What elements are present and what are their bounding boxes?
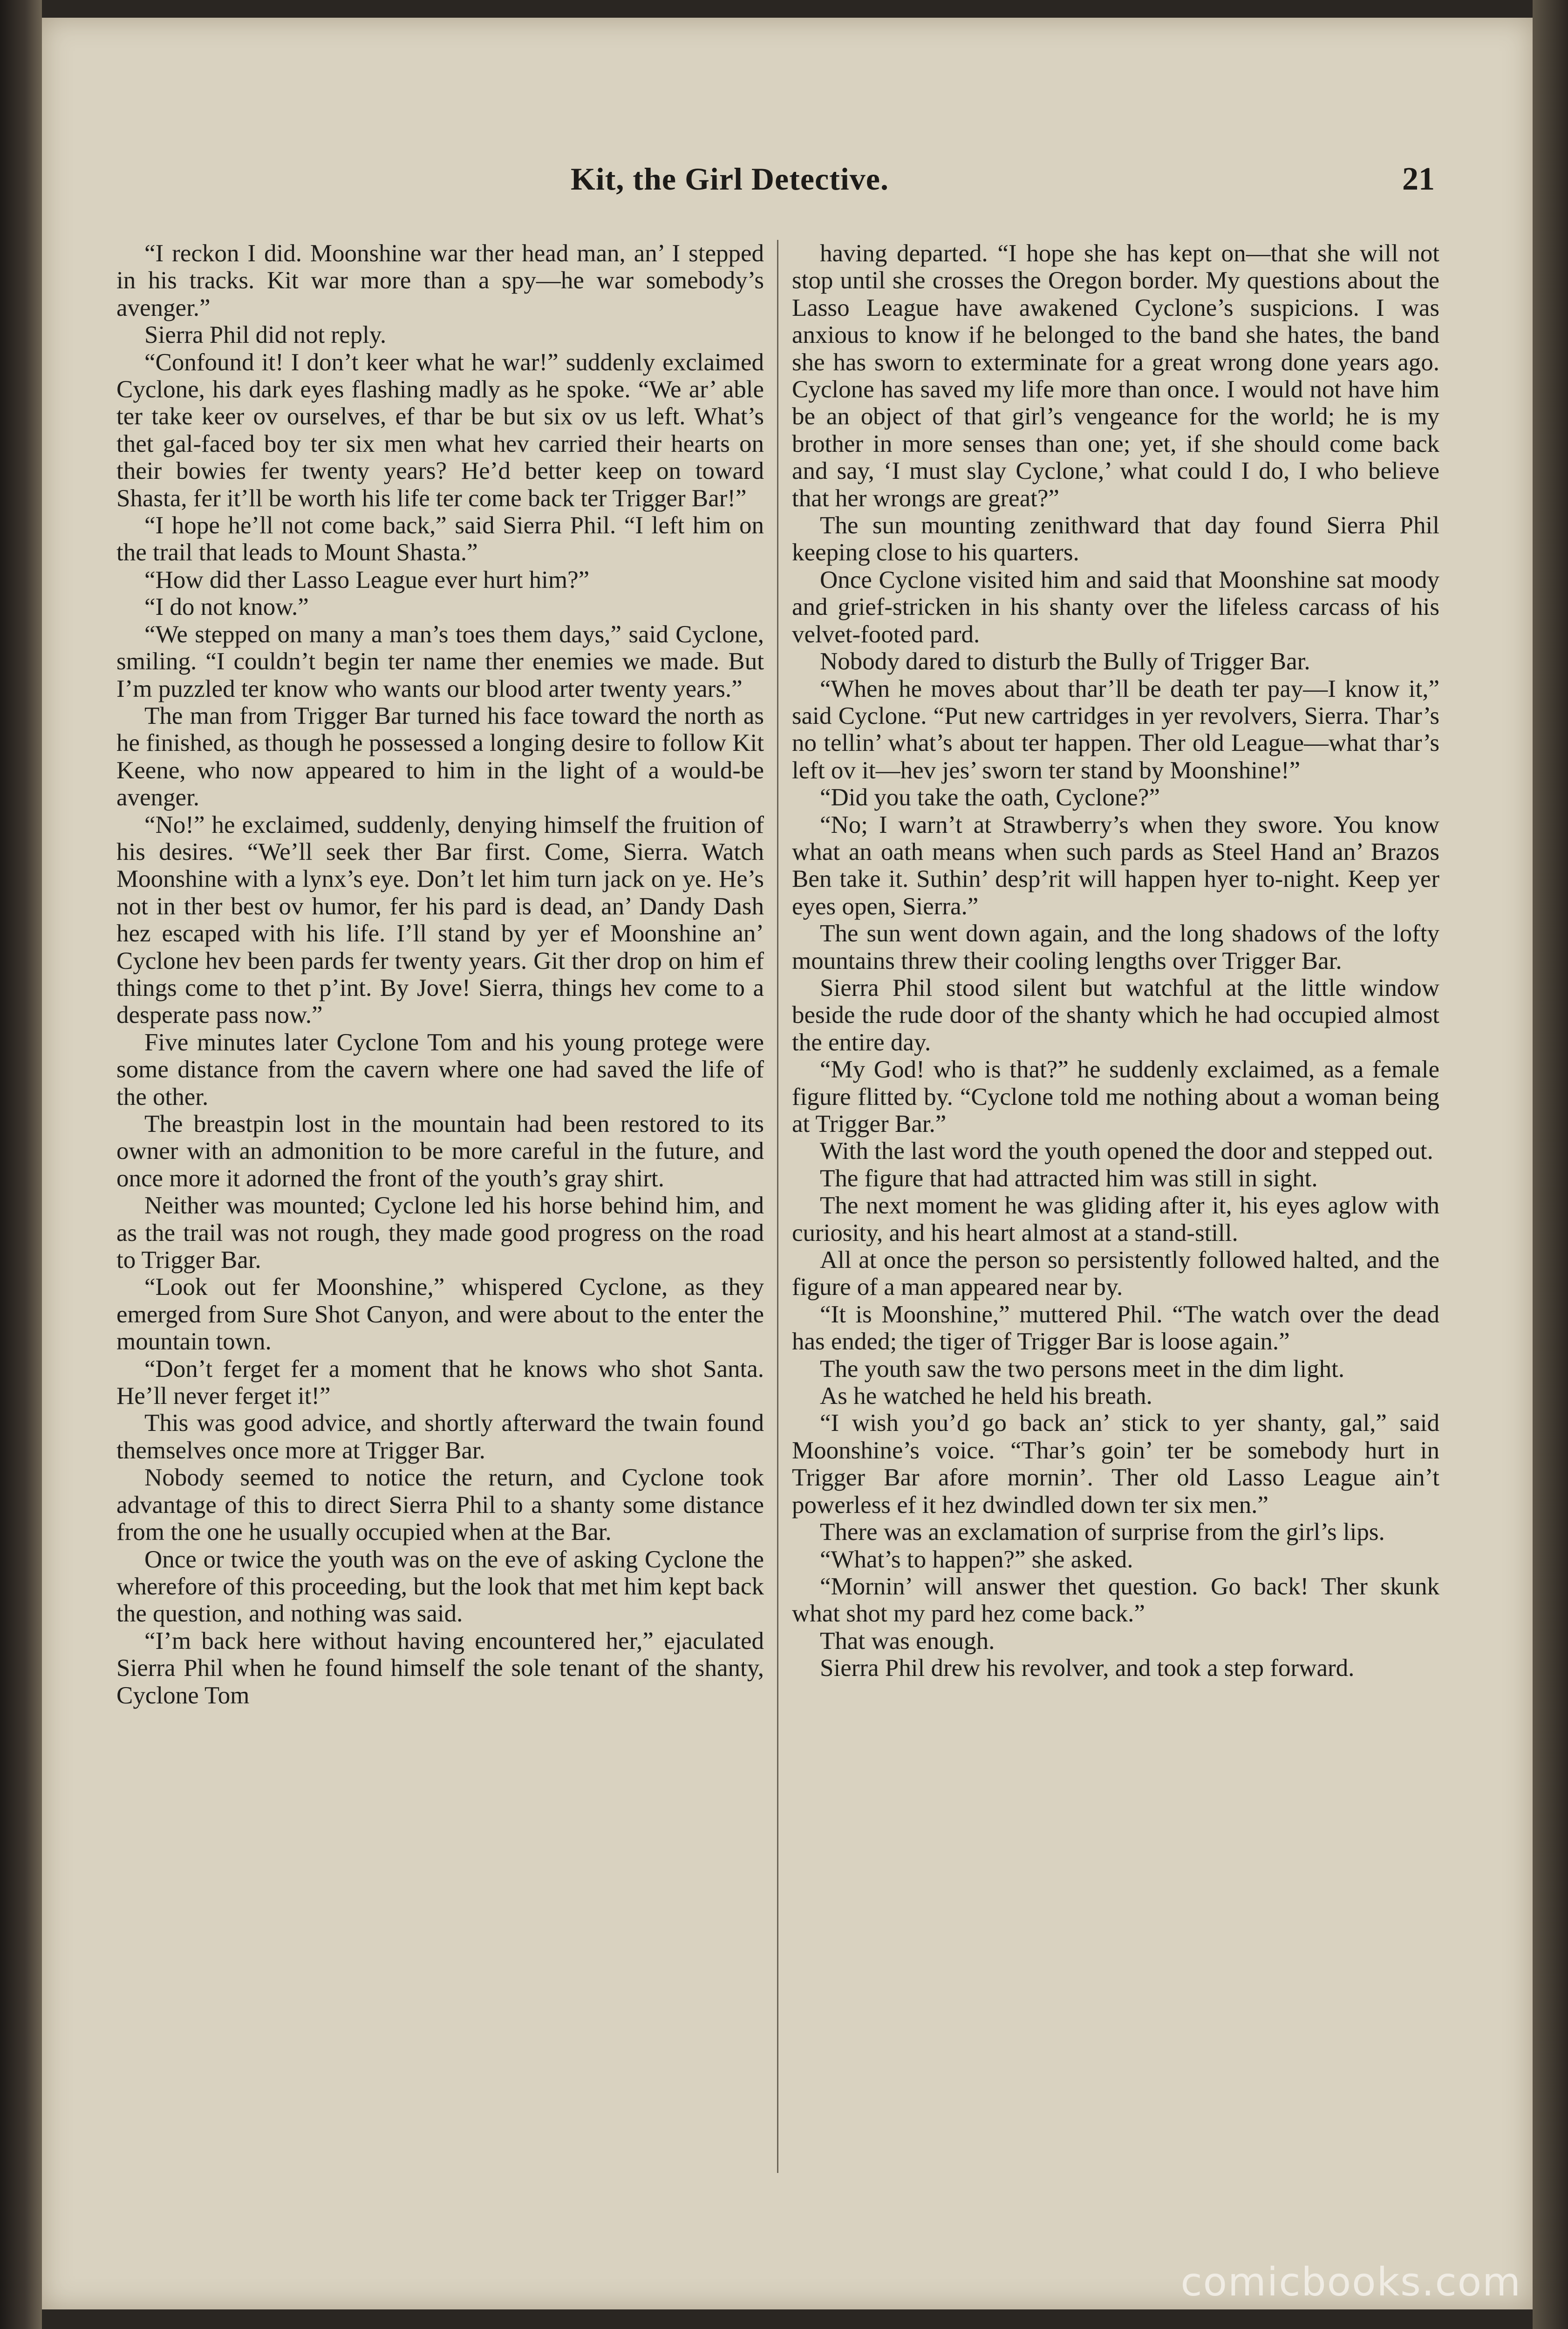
running-header — [116, 161, 1435, 207]
paragraph: As he watched he held his breath. — [820, 1382, 1152, 1410]
paragraph: Nobody dared to disturb the Bully of Trigger Bar. — [820, 648, 1310, 675]
paragraph: The man from Trigger Bar turned his face toward the north as he finished, as though he possessed a longing desire to follow Kit Keene, who now appeared to him in the light of a would-be avenger. — [116, 702, 764, 811]
paragraph: Nobody seemed to notice the return, and Cyclone took advantage of this to direct Sierra Phil to a shanty some distance from the one he usually occupied when at the Bar. — [116, 1464, 764, 1546]
paragraph: The breastpin lost in the mountain had been restored to its owner with an admonition to be more careful in the future, and once more it adorned the front of the youth’s gray shirt. — [116, 1110, 764, 1192]
paragraph: Sierra Phil did not reply. — [144, 321, 387, 349]
paragraph: “When he moves about thar’ll be death ter pay—I know it,” said Cyclone. “Put new cartridges in yer revolvers, Sierra. Thar’s no tellin’ what’s about ter happen. Ther old League—what thar’s left ov it—hev jes’ sworn ter stand by Moonshine!” — [792, 675, 1439, 784]
watermark: comicbooks.com — [1180, 2259, 1521, 2305]
paragraph: “How did ther Lasso League ever hurt him?” — [144, 566, 590, 593]
paragraph: “Confound it! I don’t keer what he war!” suddenly exclaimed Cyclone, his dark eyes flashing madly as he spoke. “We ar’ able ter take keer ov ourselves, ef thar be but six ov us left. What’s thet gal-faced boy ter six men what hev carried their hearts on their bowies fer twenty years? He’d better keep on toward Shasta, fer it’ll be worth his life ter come back ter Trigger Bar!” — [116, 348, 764, 512]
paragraph: There was an exclamation of surprise from the girl’s lips. — [820, 1519, 1385, 1546]
paragraph: The sun went down again, and the long shadows of the lofty mountains threw their cooling lengths over Trigger Bar. — [792, 920, 1439, 974]
paragraph: “It is Moonshine,” muttered Phil. “The watch over the dead has ended; the tiger of Trigger Bar is loose again.” — [792, 1301, 1439, 1355]
paragraph: The figure that had attracted him was still in sight. — [820, 1164, 1318, 1192]
paragraph: “Look out fer Moonshine,” whispered Cyclone, as they emerged from Sure Shot Canyon, and were about to the enter the mountain town. — [116, 1273, 764, 1355]
paragraph: This was good advice, and shortly afterward the twain found themselves once more at Trigger Bar. — [116, 1410, 764, 1464]
paragraph: “No!” he exclaimed, suddenly, denying himself the fruition of his desires. “We’ll seek ther Bar first. Come, Sierra. Watch Moonshine with a lynx’s eye. Don’t let him turn jack on ye. He’s not in ther best ov humor, fer his pard is dead, an’ Dandy Dash hez escaped with his life. I’ll stand by yer ef Moonshine an’ Cyclone hev been pards fer twenty years. Git ther drop on him ef things come to thet p’int. By Jove! Sierra, things hev come to a desperate pass now.” — [116, 811, 764, 1029]
paragraph: “I reckon I did. Moonshine war ther head man, an’ I stepped in his tracks. Kit war more than a spy—he war somebody’s avenger.” — [116, 240, 764, 321]
paragraph: “Mornin’ will answer thet question. Go back! Ther skunk what shot my pard hez come back.” — [792, 1573, 1439, 1628]
paragraph: The youth saw the two persons meet in the dim light. — [820, 1355, 1345, 1382]
paragraph: “I do not know.” — [144, 593, 309, 621]
paragraph: “My God! who is that?” he suddenly exclaimed, as a female figure flitted by. “Cyclone told me nothing about a woman being at Trigger Bar.” — [792, 1056, 1439, 1137]
paragraph: Sierra Phil stood silent but watchful at the little window beside the rude door of the shanty which he had occupied almost the entire day. — [792, 974, 1439, 1056]
paragraph: All at once the person so persistently followed halted, and the figure of a man appeared near by. — [792, 1246, 1439, 1301]
paragraph: “Don’t ferget fer a moment that he knows who shot Santa. He’ll never ferget it!” — [116, 1355, 764, 1410]
right-column — [792, 240, 1439, 2196]
paragraph: “I wish you’d go back an’ stick to yer shanty, gal,” said Moonshine’s voice. “Thar’s goin’ ter be somebody hurt in Trigger Bar afore mornin’. Ther old Lasso League ain’t powerless ef it hez dwindled down ter six men.” — [792, 1410, 1439, 1519]
left-column — [116, 240, 764, 2196]
paragraph: “Did you take the oath, Cyclone?” — [820, 784, 1160, 811]
running-title: Kit, the Girl Detective. — [571, 161, 889, 197]
paragraph: “I’m back here without having encountered her,” ejaculated Sierra Phil when he found himself the sole tenant of the shanty, Cyclone Tom — [116, 1627, 764, 1709]
paragraph: “No; I warn’t at Strawberry’s when they swore. You know what an oath means when such pards as Steel Hand an’ Brazos Ben take it. Suthin’ desp’rit will happen hyer to-night. Keep yer eyes open, Sierra.” — [792, 811, 1439, 920]
paragraph: “What’s to happen?” she asked. — [820, 1546, 1133, 1573]
paragraph: Five minutes later Cyclone Tom and his young protege were some distance from the cavern where one had saved the life of the other. — [116, 1028, 764, 1110]
paragraph: The sun mounting zenithward that day found Sierra Phil keeping close to his quarters. — [792, 512, 1439, 566]
paragraph: Once or twice the youth was on the eve of asking Cyclone the wherefore of this proceeding, but the look that met him kept back the question, and nothing was said. — [116, 1546, 764, 1628]
paragraph: That was enough. — [820, 1627, 995, 1655]
page-edge — [1533, 0, 1568, 2329]
paragraph: Sierra Phil drew his revolver, and took a step forward. — [820, 1655, 1355, 1682]
paragraph: The next moment he was gliding after it, his eyes aglow with curiosity, and his heart almost at a stand-still. — [792, 1192, 1439, 1246]
paragraph: “I hope he’ll not come back,” said Sierra Phil. “I left him on the trail that leads to Mount Shasta.” — [116, 512, 764, 566]
paragraph: Once Cyclone visited him and said that Moonshine sat moody and grief-stricken in his shanty over the lifeless carcass of his velvet-footed pard. — [792, 566, 1439, 648]
page-number: 21 — [1402, 161, 1435, 197]
paragraph: having departed. “I hope she has kept on—that she will not stop until she crosses the Oregon border. My questions about the Lasso League have awakened Cyclone’s suspicions. I was anxious to know if he belonged to the band she hates, the band she has sworn to exterminate for a great wrong done years ago. Cyclone has saved my life more than once. I would not have him be an object of that girl’s vengeance for the world; he is my brother in more senses than one; yet, if she should come back and say, ‘I must slay Cyclone,’ what could I do, I who believe that her wrongs are great?” — [792, 240, 1439, 512]
column-rule — [777, 240, 778, 2173]
paragraph: “We stepped on many a man’s toes them days,” said Cyclone, smiling. “I couldn’t begin ter name ther enemies we made. But I’m puzzled ter know who wants our blood arter twenty years.” — [116, 620, 764, 702]
paragraph: Neither was mounted; Cyclone led his horse behind him, and as the trail was not rough, they made good progress on the road to Trigger Bar. — [116, 1192, 764, 1274]
paragraph: With the last word the youth opened the door and stepped out. — [820, 1137, 1433, 1165]
binding-gutter — [0, 0, 42, 2329]
